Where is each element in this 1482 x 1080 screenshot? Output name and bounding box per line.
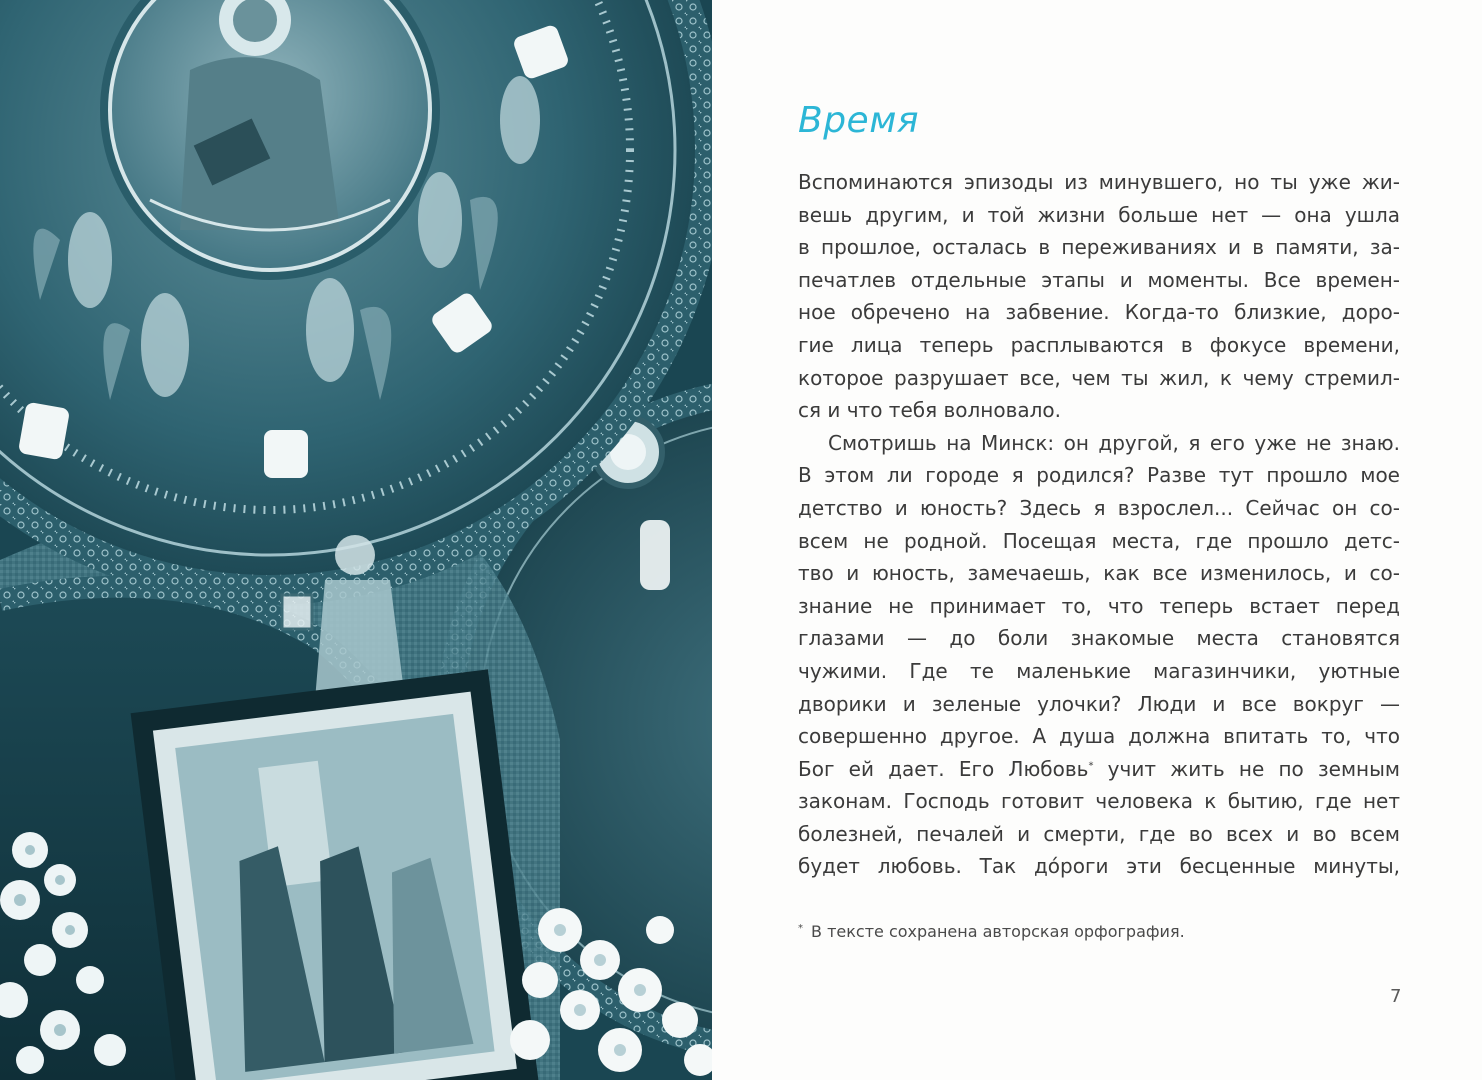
text-line: болезней, печалей и смерти, где во всех и во всем — [798, 821, 1400, 846]
church-dome-illustration — [0, 0, 712, 1080]
text-line: гие лица теперь расплываются в фокусе времени, — [798, 332, 1400, 357]
page-number: 7 — [1390, 986, 1402, 1007]
text-line: В этом ли городе я родился? Разве тут прошло мое — [798, 463, 1400, 488]
text-line: тво и юность, замечаешь, как все изменилось, и со- — [798, 561, 1400, 586]
text-line-with-note — [798, 753, 1400, 786]
text-line: чужими. Где те маленькие магазинчики, уютные — [798, 658, 1400, 683]
text-line: вешь другим, и той жизни больше нет — она ушла — [798, 202, 1400, 227]
text-line: Смотришь на Минск: он другой, я его уже не знаю. — [828, 430, 1400, 455]
church-dome-photo — [0, 0, 712, 1080]
text-line: будет любовь. Так до́роги эти бесценные минуты, — [798, 854, 1400, 879]
text-line: в прошлое, осталась в переживаниях и в памяти, за- — [798, 235, 1400, 260]
body-text — [798, 166, 1400, 883]
text-line: Вспоминаются эпизоды из минувшего, но ты уже жи- — [798, 170, 1400, 194]
text-line: совершенно другое. А душа должна впитать то, что — [798, 724, 1400, 749]
text-line: глазами — до боли знакомые места становятся — [798, 626, 1400, 651]
footnote — [798, 922, 1185, 941]
text-line: законам. Господь готовит человека к бытию, где нет — [798, 789, 1400, 814]
text-line: ное обречено на забвение. Когда-то близкие, доро- — [798, 300, 1400, 325]
text-line: ся и что тебя волновало. — [798, 398, 1062, 423]
text-line-tail: учит жить не по земным — [1093, 756, 1400, 781]
text-line: печатлев отдельные этапы и моменты. Все времен- — [798, 267, 1400, 292]
text-line-head: Бог ей дает. Его Любовь — [798, 756, 1089, 781]
text-line: детство и юность? Здесь я взрослел... Сейчас он со- — [798, 495, 1400, 520]
footnote-mark: * — [798, 922, 803, 934]
chapter-title: Время — [798, 100, 920, 141]
text-line: которое разрушает все, чем ты жил, к чему стремил- — [798, 365, 1400, 390]
text-line: дворики и зеленые улочки? Люди и все вокруг — — [798, 691, 1400, 716]
footnote-text: В тексте сохранена авторская орфография. — [811, 922, 1185, 941]
text-line: знание не принимает то, что теперь встает перед — [798, 593, 1400, 618]
text-line: всем не родной. Посещая места, где прошло детс- — [798, 528, 1400, 553]
text-page — [712, 0, 1482, 1080]
footnote-reference: * — [1088, 760, 1094, 772]
